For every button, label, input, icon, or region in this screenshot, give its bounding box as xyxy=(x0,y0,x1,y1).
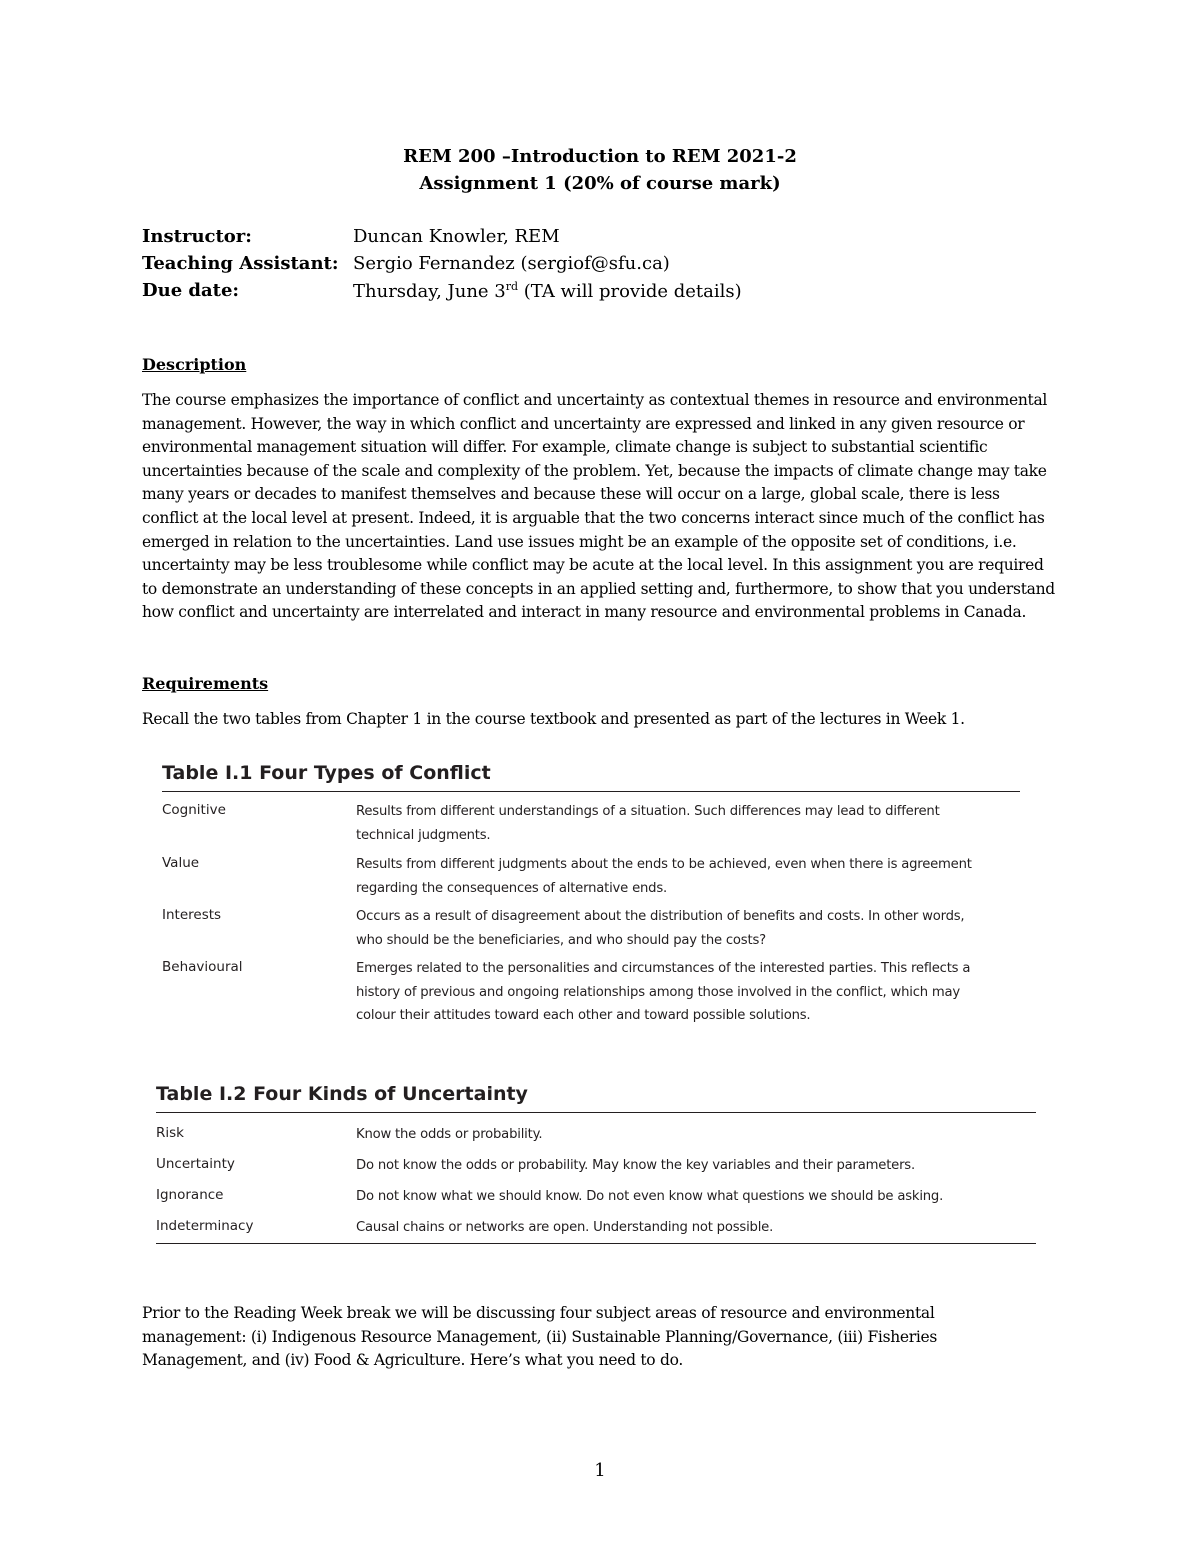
table1-term-behavioural: Behavioural xyxy=(162,959,243,975)
instructor-value: Duncan Knowler, REM xyxy=(353,226,560,247)
document-title: REM 200 –Introduction to REM 2021-2 xyxy=(403,146,797,167)
table2-def-risk: Know the odds or probability. xyxy=(356,1127,543,1142)
table2-bottom-rule xyxy=(156,1243,1036,1244)
table1-def-behavioural xyxy=(356,957,970,1028)
ta-value: Sergio Fernandez (sergiof@sfu.ca) xyxy=(353,253,670,274)
description-body: The course emphasizes the importance of conflict and uncertainty as contextual themes in resource and environmental management. However, the way in which conflict and uncertainty are expressed and linked in any given resource or environmental management situation will differ. For example, climate change is subject to substantial scientific uncertainties because of the scale and complexity of the problem. Yet, because the impacts of climate change may take many years or decades to manifest themselves and because these will occur on a large, global scale, there is less conflict at the local level at present. Indeed, it is arguable that the two concerns interact since much of the conflict has emerged in relation to the uncertainties. Land use issues might be an example of the opposite set of conditions, i.e. uncertainty may be less troublesome while conflict may be acute at the local level. In this assignment you are required to demonstrate an understanding of these concepts in an applied setting and, furthermore, to show that you understand how conflict and uncertainty are interrelated and interact in many resource and environmental problems in Canada. xyxy=(142,391,1055,622)
table1-def-line: regarding the consequences of alternative ends. xyxy=(356,880,667,896)
requirements-intro: Recall the two tables from Chapter 1 in the course textbook and presented as part of the lectures in Week 1. xyxy=(142,710,965,728)
table1-title: Table I.1 Four Types of Conflict xyxy=(162,762,491,784)
table1-term-interests: Interests xyxy=(162,907,222,923)
table1-def-interests xyxy=(356,905,964,952)
table2-def-ignorance: Do not know what we should know. Do not even know what questions we should be asking. xyxy=(356,1189,944,1204)
page-number: 1 xyxy=(594,1460,606,1481)
table1-def-line: Results from different judgments about the ends to be achieved, even when there is agreement xyxy=(356,857,972,872)
table1-rule xyxy=(162,791,1020,792)
table1-def-line: Results from different understandings of a situation. Such differences may lead to different xyxy=(356,804,940,819)
table1-def-cognitive xyxy=(356,800,940,847)
requirements-heading: Requirements xyxy=(142,674,269,693)
table1-def-line: history of previous and ongoing relationships among those involved in the conflict, which may xyxy=(356,984,961,1000)
table2-top-rule xyxy=(156,1112,1036,1113)
table1-term-cognitive: Cognitive xyxy=(162,802,226,818)
table1-def-value xyxy=(356,853,972,900)
table2-def-indeterminacy: Causal chains or networks are open. Understanding not possible. xyxy=(356,1220,774,1235)
due-date-suffix: rd xyxy=(505,280,519,293)
table1-def-line: colour their attitudes toward each other and toward possible solutions. xyxy=(356,1008,811,1023)
table2-term-indeterminacy: Indeterminacy xyxy=(156,1218,254,1234)
due-date-note: (TA will provide details) xyxy=(518,281,742,302)
due-date-value xyxy=(353,280,742,302)
due-date-main: Thursday, June 3 xyxy=(353,281,506,302)
description-heading: Description xyxy=(142,355,247,374)
ta-label: Teaching Assistant: xyxy=(142,253,339,274)
table2-term-uncertainty: Uncertainty xyxy=(156,1156,235,1172)
table2-term-risk: Risk xyxy=(156,1125,184,1141)
table1-def-line: who should be the beneficiaries, and who should pay the costs? xyxy=(356,932,766,948)
document-subtitle: Assignment 1 (20% of course mark) xyxy=(419,173,781,194)
table1-def-line: technical judgments. xyxy=(356,827,491,843)
instructor-label: Instructor: xyxy=(142,226,252,247)
table2-term-ignorance: Ignorance xyxy=(156,1187,224,1203)
closing-paragraph: Prior to the Reading Week break we will be discussing four subject areas of resource and environmental management: (i) Indigenous Resource Management, (ii) Sustainable Planning/Governance, (iii) Fisheries Management, and (iv) Food & Agriculture. Here’s what you need to do. xyxy=(142,1304,938,1370)
table1-def-line: Emerges related to the personalities and circumstances of the interested parties. This reflects a xyxy=(356,961,971,976)
table1-term-value: Value xyxy=(162,855,200,871)
due-date-label: Due date: xyxy=(142,280,240,301)
table2-title: Table I.2 Four Kinds of Uncertainty xyxy=(156,1083,528,1105)
table2-def-uncertainty: Do not know the odds or probability. May know the key variables and their parameters. xyxy=(356,1158,915,1173)
table1-def-line: Occurs as a result of disagreement about the distribution of benefits and costs. In other words, xyxy=(356,909,965,924)
